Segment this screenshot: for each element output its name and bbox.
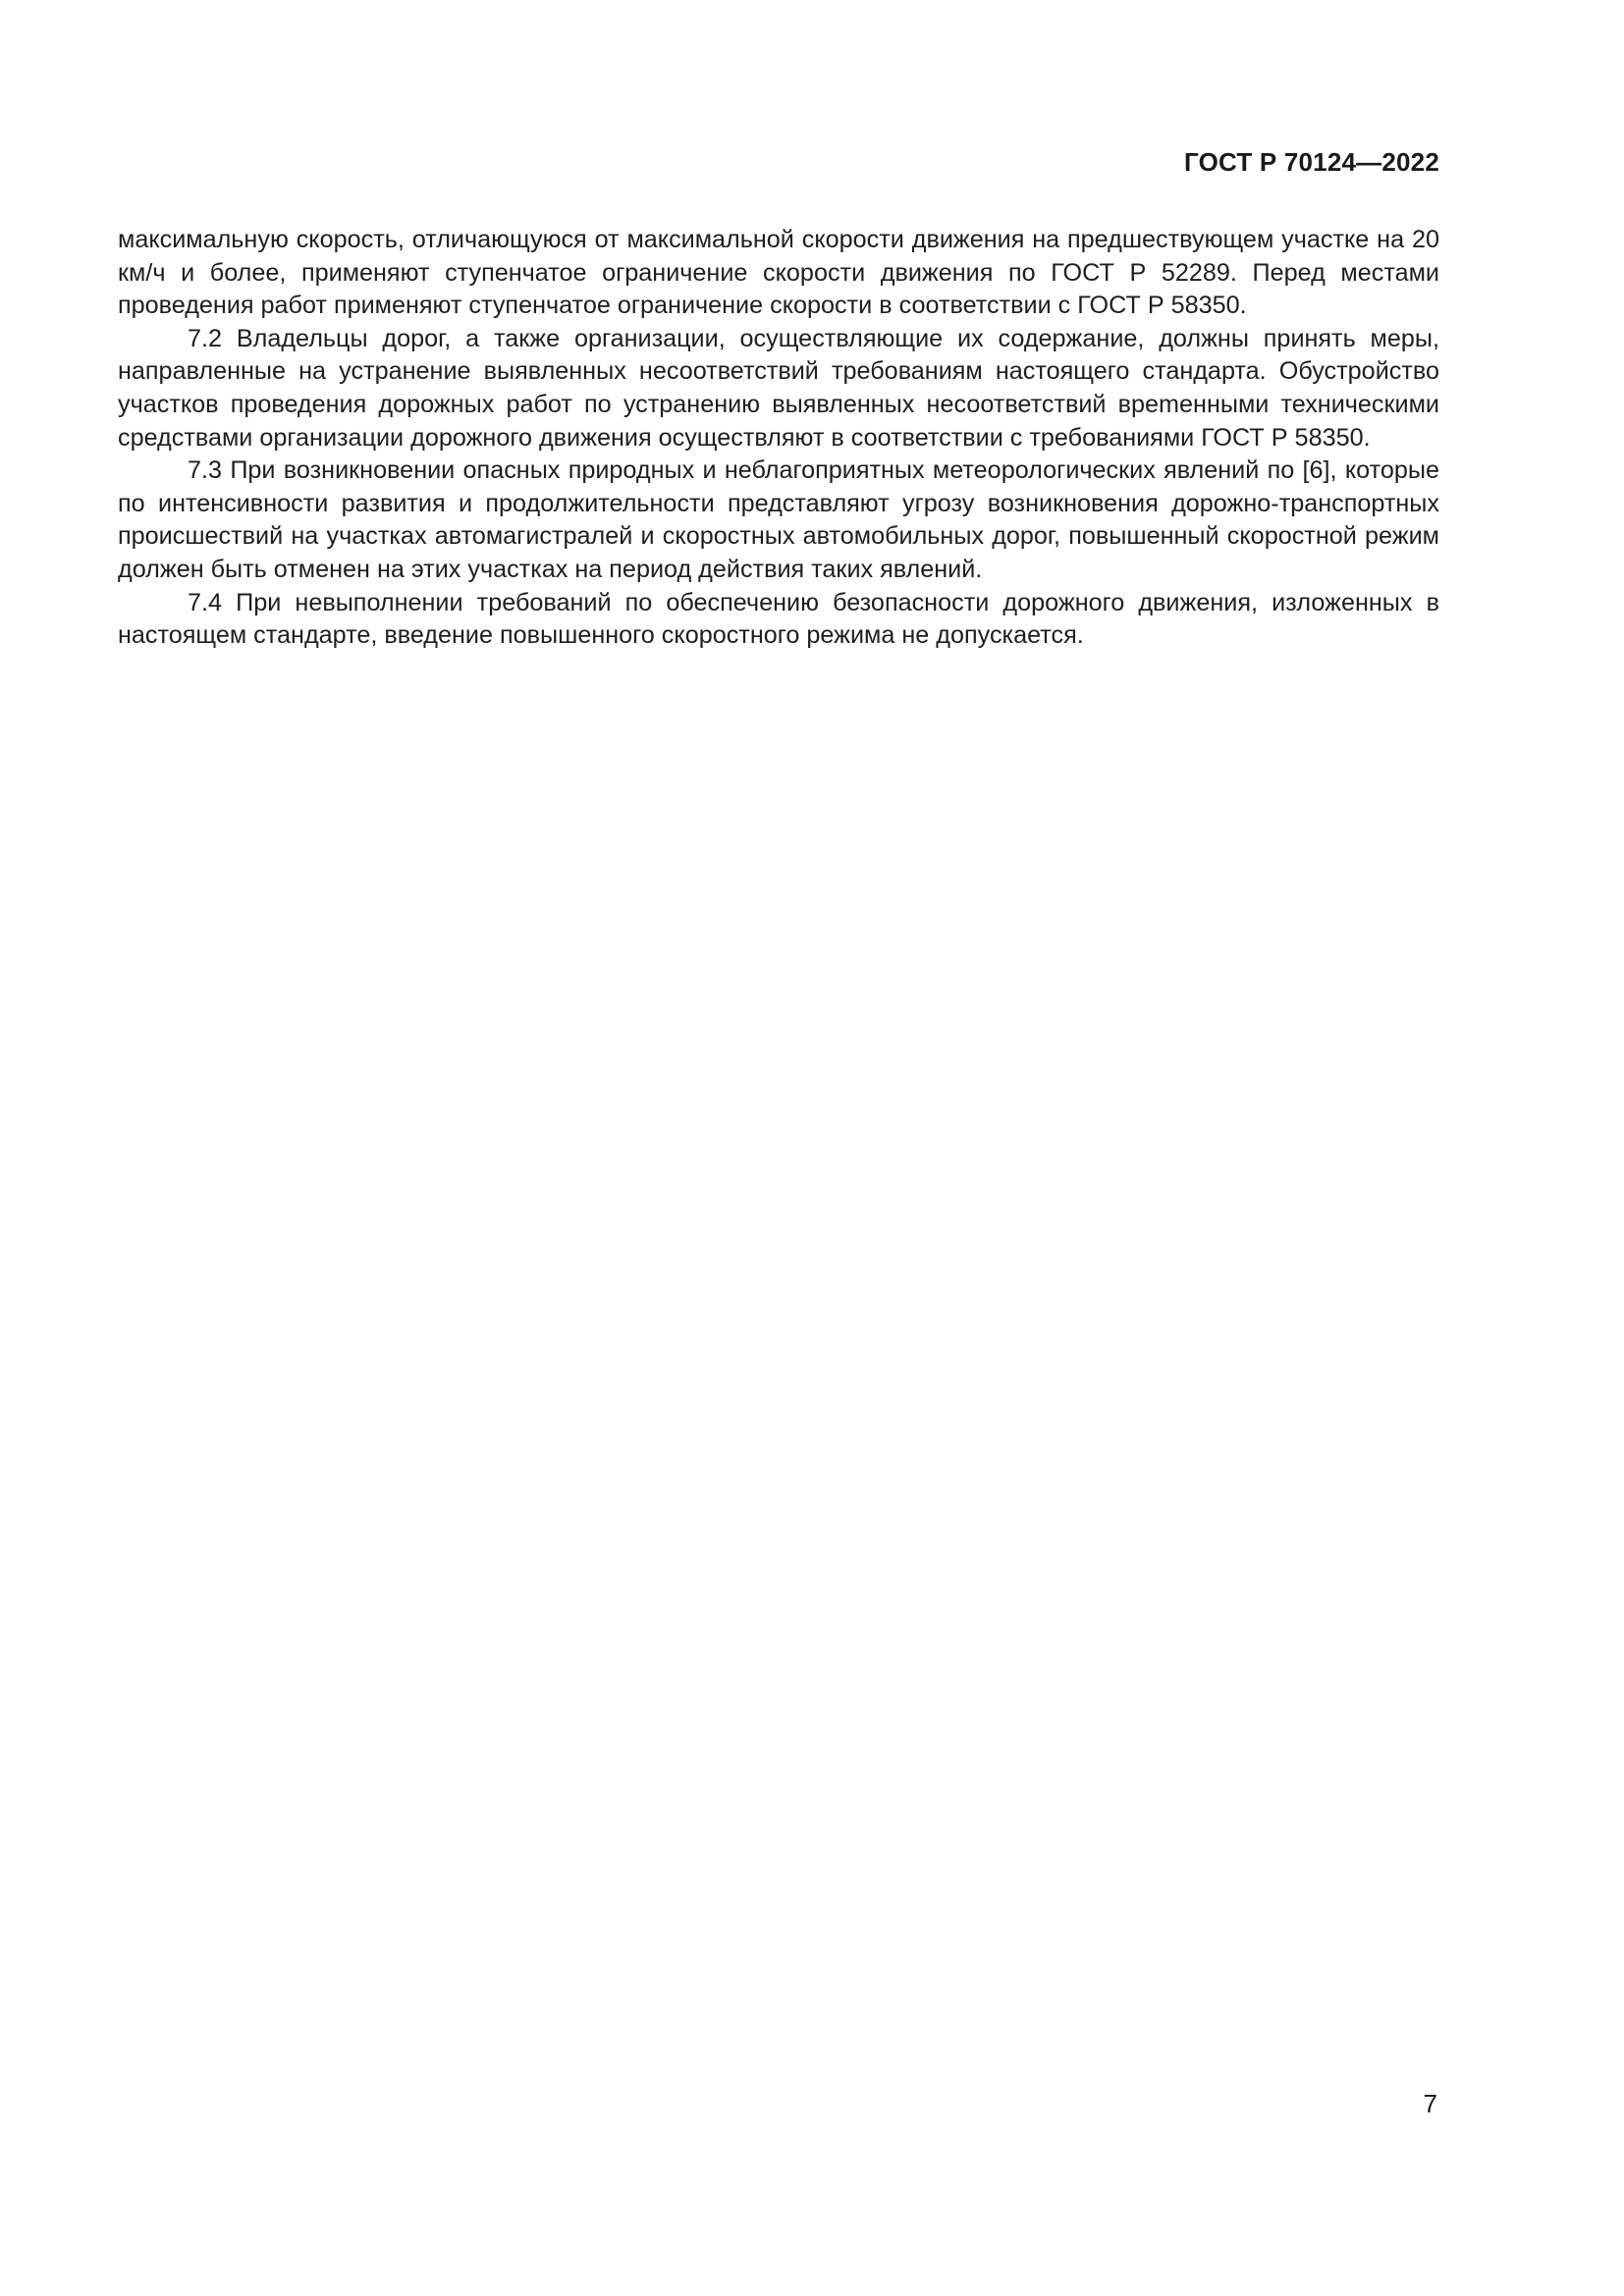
paragraph-7-2: 7.2 Владельцы дорог, а также организации, осуществляющие их содержание, должны принять меры, направленные на устранение выявленных несоответствий требованиям настоящего стандарта. Обустройство участков проведения дорожных работ по устранению выявленных несоответствий вреmенными техническими средствами организации дорожного движения осуществляют в соответствии с требованиями ГОСТ Р 58350. bbox=[118, 324, 1439, 452]
document-body bbox=[118, 224, 1439, 653]
document-header: ГОСТ Р 70124—2022 bbox=[1184, 147, 1439, 177]
paragraph-7-4: 7.4 При невыполнении требований по обеспечению безопасности дорожного движения, изложенных в настоящем стандарте, введение повышенного скоростного режима не допускается. bbox=[118, 588, 1439, 650]
paragraph-continuation: максимальную скорость, отличающуюся от максимальной скорости движения на предшествующем участке на 20 км/ч и более, применяют ступенчатое ограничение скорости движения по ГОСТ Р 52289. Перед местами проведения работ применяют ступенчатое ограничение скорости в соответствии с ГОСТ Р 58350. bbox=[118, 226, 1439, 320]
paragraph-7-3: 7.3 При возникновении опасных природных и неблагоприятных метеорологических явлений по [6], которые по интенсивности развития и продолжительности представляют угрозу возникновения дорожно-транспортных происшествий на участках автомагистралей и скоростных автомобильных дорог, повышенный скоростной режим должен быть отменен на этих участках на период действия таких явлений. bbox=[118, 456, 1439, 583]
page-number: 7 bbox=[1423, 2089, 1437, 2118]
